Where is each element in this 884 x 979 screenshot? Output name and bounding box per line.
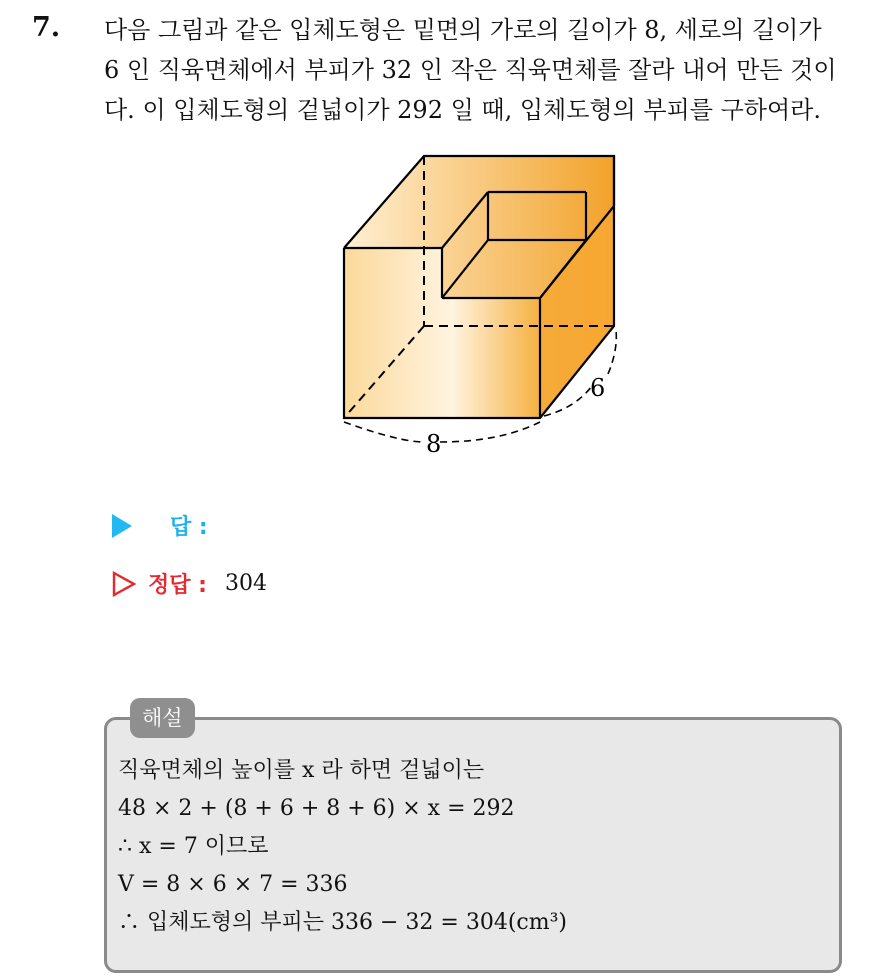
- explanation-line: V = 8 × 6 × 7 = 336: [118, 872, 348, 897]
- explanation-text: [118, 752, 567, 942]
- depth-label: 6: [590, 374, 606, 402]
- play-icon: [112, 514, 132, 538]
- question-number: 7.: [32, 12, 61, 43]
- correct-answer-value: 304: [224, 571, 267, 596]
- explanation-line: 직육면체의 높이를 x 라 하면 겉넓이는: [118, 758, 485, 783]
- width-label: 8: [426, 430, 442, 458]
- question-text: [104, 10, 874, 130]
- solid-figure: [330, 150, 630, 460]
- explanation-line: ∴ x = 7 이므로: [118, 834, 269, 859]
- explanation-line: 48 × 2 + (8 + 6 + 8 + 6) × x = 292: [118, 796, 515, 821]
- question-line: 6 인 직육면체에서 부피가 32 인 작은 직육면체를 잘라 내어 만든 것이: [104, 56, 837, 84]
- question-line: 다. 이 입체도형의 겉넓이가 292 일 때, 입체도형의 부피를 구하여라.: [104, 96, 821, 124]
- outline-triangle-icon: [112, 571, 136, 597]
- explanation-tag: 해설: [130, 698, 195, 738]
- answer-row: [112, 510, 208, 541]
- question-line: 다음 그림과 같은 입체도형은 밑면의 가로의 길이가 8, 세로의 길이가: [104, 16, 822, 44]
- correct-answer-row: [112, 568, 267, 599]
- correct-answer-label: 정답 :: [148, 573, 207, 598]
- answer-label: 답 :: [170, 515, 208, 540]
- explanation-line: ∴ 입체도형의 부피는 336 − 32 = 304(cm³): [118, 910, 567, 935]
